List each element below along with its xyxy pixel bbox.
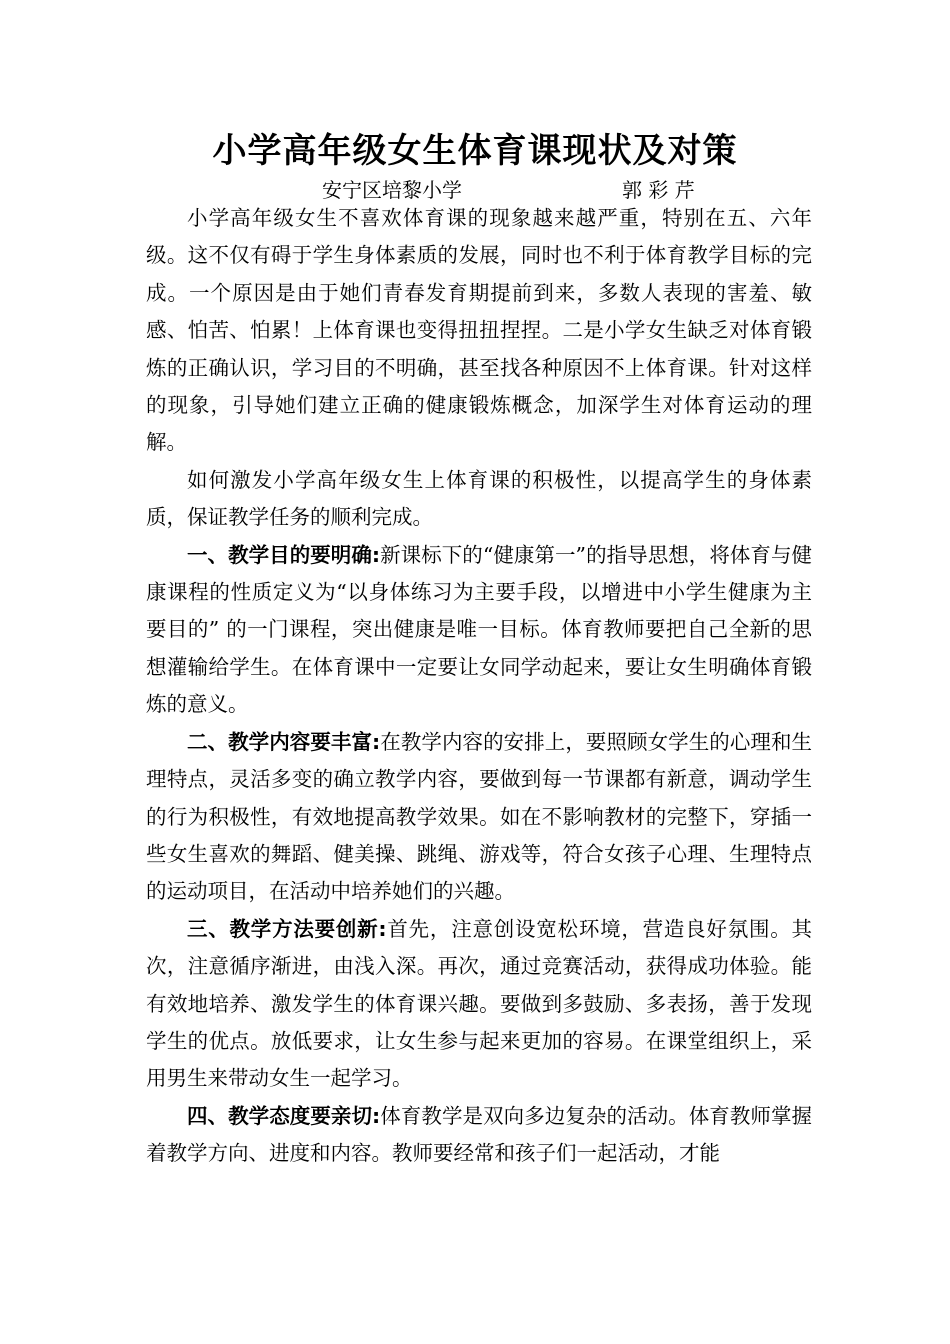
- section-heading: 三、教学方法要创新:: [187, 916, 387, 941]
- paragraph-intro: [146, 200, 812, 462]
- paragraph-text: 首先，注意创设宽松环境，营造良好氛围。其次，注意循序渐进，由浅入深。再次，通过竞赛活动，获得成功体验。能有效地培养、激发学生的体育课兴趣。要做到多鼓励、多表扬，善于发现学生的优点。放低要求，让女生参与起来更加的容易。在课堂组织上，采用男生来带动女生一起学习。: [146, 916, 813, 1091]
- paragraph-section-2: [146, 724, 812, 911]
- paragraph-text: 体育教学是双向多边复杂的活动。体育教师掌握着教学方向、进度和内容。教师要经常和孩子们一起活动，才能: [146, 1103, 813, 1166]
- paragraph-section-4: [146, 1098, 812, 1173]
- author-name: 郭 彩 芹: [622, 178, 695, 202]
- document-body: [146, 200, 812, 1173]
- section-heading: 二、教学内容要丰富:: [187, 729, 381, 754]
- section-heading: 一、教学目的要明确:: [187, 542, 381, 567]
- paragraph-section-3: [146, 911, 812, 1098]
- paragraph-text: 小学高年级女生不喜欢体育课的现象越来越严重，特别在五、六年级。这不仅有碍于学生身体素质的发展，同时也不利于体育教学目标的完成。一个原因是由于她们青春发育期提前到来，多数人表现的害羞、敏感、怕苦、怕累！上体育课也变得扭扭捏捏。二是小学女生缺乏对体育锻炼的正确认识，学习目的不明确，甚至找各种原因不上体育课。针对这样的现象，引导她们建立正确的健康锻炼概念，加深学生对体育运动的理解。: [146, 206, 812, 455]
- document-title: 小学高年级女生体育课现状及对策: [212, 131, 738, 171]
- paragraph-text: 新课标下的“健康第一”的指导思想，将体育与健康课程的性质定义为“以身体练习为主要手段，以增进中小学生健康为主要目的” 的一门课程，突出健康是唯一目标。体育教师要把自己全新的思想灌输给学生。在体育课中一定要让女同学动起来，要让女生明确体育锻炼的意义。: [146, 542, 812, 717]
- paragraph-text: 如何激发小学高年级女生上体育课的积极性，以提高学生的身体素质，保证教学任务的顺利完成。: [146, 467, 812, 530]
- paragraph-text: 在教学内容的安排上，要照顾女学生的心理和生理特点，灵活多变的确立教学内容，要做到每一节课都有新意，调动学生的行为积极性，有效地提高教学效果。如在不影响教材的完整下，穿插一些女生喜欢的舞蹈、健美操、跳绳、游戏等，符合女孩子心理、生理特点的运动项目，在活动中培养她们的兴趣。: [146, 729, 813, 904]
- section-heading: 四、教学态度要亲切:: [187, 1103, 381, 1128]
- school-name: 安宁区培黎小学: [322, 178, 462, 202]
- paragraph-section-1: [146, 537, 812, 724]
- paragraph-question: [146, 462, 812, 537]
